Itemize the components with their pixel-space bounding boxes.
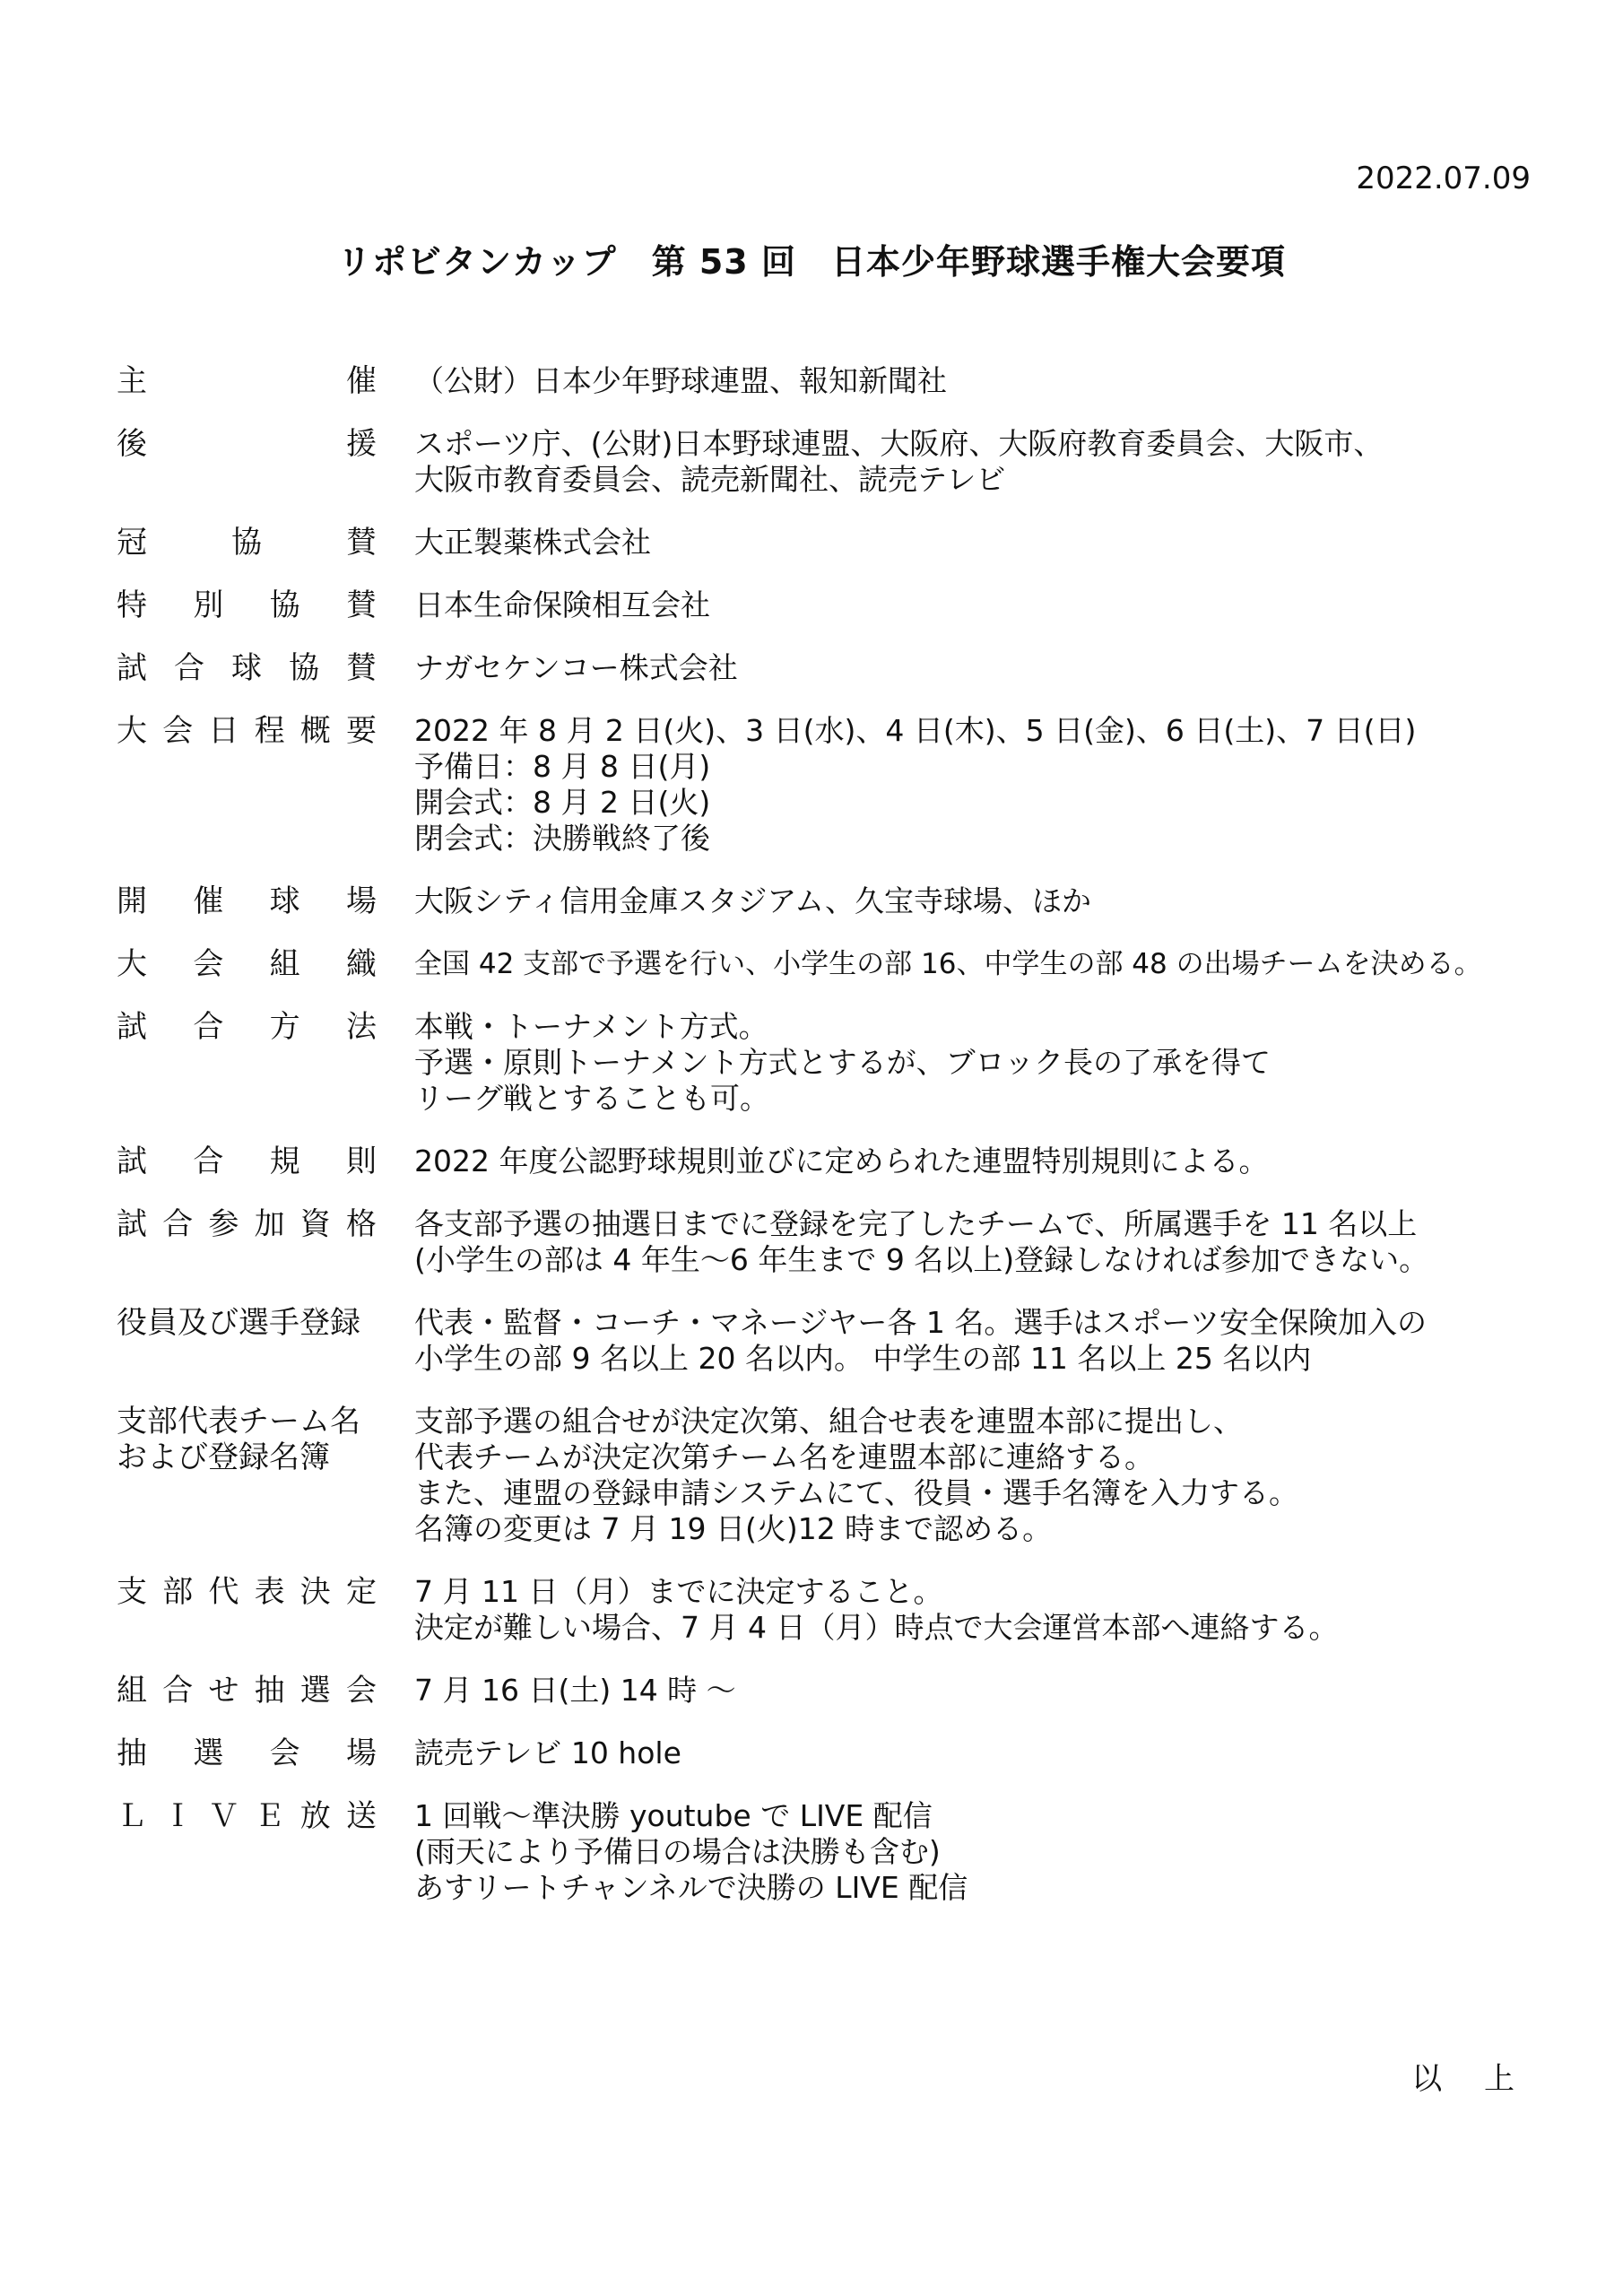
item-content-line: 2022 年度公認野球規則並びに定められた連盟特別規則による。 [414, 1144, 1269, 1178]
item-label-line [117, 1673, 377, 1709]
item-label-text: 役員及び選手登録 [117, 1305, 360, 1341]
item-content-line: 大阪市教育委員会、読売新聞社、読売テレビ [414, 462, 1006, 497]
item-content-line: 読売テレビ 10 hole [414, 1735, 681, 1770]
item-label-text [117, 1673, 377, 1709]
item-content [377, 1404, 1551, 1547]
item-content [377, 946, 1551, 982]
label-glyph: 会 [269, 1735, 300, 1771]
label-glyph: 参 [208, 1206, 239, 1242]
label-glyph: 会 [162, 713, 194, 749]
item-label [117, 1574, 377, 1646]
item-content-line: （公財）日本少年野球連盟、報知新聞社 [414, 363, 947, 398]
item-label-text [117, 1798, 377, 1834]
item-row-team-list [117, 1404, 1551, 1547]
item-content-line: 決定が難しい場合、7 月 4 日（月）時点で大会運営本部へ連絡する。 [414, 1610, 1339, 1645]
item-label-line [117, 883, 377, 919]
item-content-line: 2022 年 8 月 2 日(火)、3 日(水)、4 日(木)、5 日(金)、6 日(土)、7 日(日) [414, 713, 1417, 748]
item-label-line [117, 946, 377, 982]
item-content [377, 426, 1551, 498]
item-label-text: および登録名簿 [117, 1439, 330, 1475]
label-glyph: 主 [117, 363, 147, 399]
item-row-rules [117, 1144, 1551, 1179]
label-glyph: 支 [117, 1574, 147, 1610]
item-row-host [117, 363, 1551, 399]
label-glyph: せ [208, 1673, 239, 1709]
item-content-line: 名簿の変更は 7 月 19 日(火)12 時まで認める。 [414, 1511, 1053, 1546]
label-glyph: 放 [299, 1798, 331, 1834]
label-glyph: 表 [254, 1574, 285, 1610]
item-content-line: スポーツ庁、(公財)日本野球連盟、大阪府、大阪府教育委員会、大阪市、 [414, 426, 1384, 461]
label-glyph: 合 [162, 1673, 194, 1709]
item-label [117, 426, 377, 498]
item-label-text [117, 650, 377, 686]
item-label-text [117, 1735, 377, 1771]
item-label-line [117, 363, 377, 399]
label-glyph: 協 [231, 525, 262, 561]
label-glyph: 概 [299, 713, 331, 749]
item-label [117, 650, 377, 686]
item-content-line: 開会式：8 月 2 日(火) [414, 785, 711, 820]
label-glyph: Ｉ [162, 1798, 194, 1834]
label-glyph: 選 [193, 1735, 224, 1771]
label-glyph: 抽 [254, 1673, 285, 1709]
item-row-schedule [117, 713, 1551, 857]
item-label-line [117, 1574, 377, 1610]
item-row-draw [117, 1673, 1551, 1709]
label-glyph: 合 [162, 1206, 194, 1242]
label-glyph: 場 [345, 883, 377, 919]
label-glyph: 加 [254, 1206, 285, 1242]
label-glyph: 抽 [117, 1735, 147, 1771]
item-content-line: 各支部予選の抽選日までに登録を完了したチームで、所属選手を 11 名以上 [414, 1206, 1418, 1241]
label-glyph: 特 [117, 587, 147, 623]
item-content [377, 713, 1551, 857]
item-content [377, 587, 1551, 623]
item-row-registration [117, 1305, 1551, 1377]
item-label-line [117, 1404, 377, 1439]
item-label-text [117, 883, 377, 919]
item-label-text [117, 1144, 377, 1179]
item-label-line [117, 1305, 377, 1341]
label-glyph: 格 [345, 1206, 377, 1242]
label-glyph: 要 [345, 713, 377, 749]
label-glyph: 協 [269, 587, 300, 623]
item-content [377, 1144, 1551, 1179]
label-glyph: 援 [346, 426, 377, 462]
label-glyph: 別 [193, 587, 224, 623]
item-row-title-sponsor [117, 525, 1551, 561]
item-list [117, 363, 1551, 1933]
label-glyph: 法 [345, 1009, 377, 1045]
label-glyph: 送 [345, 1798, 377, 1834]
item-label-line [117, 1206, 377, 1242]
label-glyph: Ｅ [254, 1798, 285, 1834]
label-glyph: 会 [193, 946, 224, 982]
item-content-line: 大正製薬株式会社 [414, 525, 651, 560]
item-label-text [117, 525, 377, 561]
label-glyph: 催 [346, 363, 377, 399]
item-content-line: 代表チームが決定次第チーム名を連盟本部に連絡する。 [414, 1439, 1154, 1474]
label-glyph: 組 [117, 1673, 147, 1709]
item-content-line: (小学生の部は 4 年生～6 年生まで 9 名以上)登録しなければ参加できない。 [414, 1242, 1429, 1277]
label-glyph: 大 [117, 946, 147, 982]
item-content-line: 1 回戦～準決勝 youtube で LIVE 配信 [414, 1798, 933, 1833]
item-label-line [117, 525, 377, 561]
label-glyph: 協 [289, 650, 319, 686]
item-row-venue [117, 883, 1551, 919]
item-row-draw-venue [117, 1735, 1551, 1771]
item-content-line: 日本生命保険相互会社 [414, 587, 710, 622]
item-content [377, 1673, 1551, 1709]
item-content [377, 1574, 1551, 1646]
item-content [377, 1305, 1551, 1377]
item-content-line: 予選・原則トーナメント方式とするが、ブロック長の了承を得て [414, 1045, 1271, 1080]
item-label-line [117, 713, 377, 749]
label-glyph: 試 [117, 1009, 147, 1045]
item-content-line: 支部予選の組合せが決定次第、組合せ表を連盟本部に提出し、 [414, 1404, 1243, 1439]
item-content-line: 本戦・トーナメント方式。 [414, 1009, 768, 1044]
label-glyph: 合 [174, 650, 204, 686]
label-glyph: 則 [345, 1144, 377, 1179]
item-content [377, 1735, 1551, 1771]
label-glyph: 催 [193, 883, 224, 919]
item-content-line: ナガセケンコー株式会社 [414, 650, 738, 685]
item-content-line: あすリートチャンネルで決勝の LIVE 配信 [414, 1870, 968, 1905]
label-glyph: 規 [269, 1144, 300, 1179]
item-label [117, 946, 377, 982]
label-glyph: 合 [193, 1144, 224, 1179]
label-glyph: 場 [345, 1735, 377, 1771]
item-content-line: 7 月 11 日（月）までに決定すること。 [414, 1574, 943, 1609]
label-glyph: 織 [345, 946, 377, 982]
label-glyph: 資 [299, 1206, 331, 1242]
item-content-line: 予備日：8 月 8 日(月) [414, 749, 711, 784]
item-row-ball-sponsor [117, 650, 1551, 686]
label-glyph: Ｌ [117, 1798, 147, 1834]
item-label [117, 525, 377, 561]
item-label [117, 1404, 377, 1547]
item-content [377, 1206, 1551, 1278]
item-label-text [117, 587, 377, 623]
label-glyph: 試 [117, 1206, 147, 1242]
item-row-special-sponsor [117, 587, 1551, 623]
label-glyph: Ｖ [208, 1798, 239, 1834]
item-label-line [117, 1009, 377, 1045]
item-label-text [117, 946, 377, 982]
label-glyph: 賛 [346, 650, 377, 686]
item-content [377, 1009, 1551, 1117]
item-label-text [117, 713, 377, 749]
item-content-line: 全国 42 支部で予選を行い、小学生の部 16、中学生の部 48 の出場チームを決める。 [414, 948, 1482, 980]
item-label-text [117, 1206, 377, 1242]
item-row-broadcast [117, 1798, 1551, 1906]
label-glyph: 賛 [346, 525, 377, 561]
item-label-line [117, 1144, 377, 1179]
item-label-line [117, 650, 377, 686]
label-glyph: 方 [269, 1009, 300, 1045]
item-label-text [117, 1009, 377, 1045]
item-label-text [117, 363, 377, 399]
label-glyph: 定 [345, 1574, 377, 1610]
label-glyph: 会 [345, 1673, 377, 1709]
label-glyph: 試 [117, 1144, 147, 1179]
label-glyph: 後 [117, 426, 147, 462]
label-glyph: 球 [231, 650, 262, 686]
item-label-line [117, 426, 377, 462]
item-content-line: リーグ戦とすることも可。 [414, 1081, 769, 1116]
item-label-text [117, 426, 377, 462]
item-label-line [117, 1735, 377, 1771]
item-content-line: 代表・監督・コーチ・マネージヤー各 1 名。選手はスポーツ安全保険加入の [414, 1305, 1427, 1340]
label-glyph: 部 [162, 1574, 194, 1610]
item-content-line: 7 月 16 日(土) 14 時 ～ [414, 1673, 736, 1708]
label-glyph: 代 [208, 1574, 239, 1610]
item-content [377, 525, 1551, 561]
label-glyph: 賛 [345, 587, 377, 623]
document-title: リポビタンカップ 第 53 回 日本少年野球選手権大会要項 [337, 242, 1286, 282]
label-glyph: 試 [117, 650, 147, 686]
label-glyph: 球 [269, 883, 300, 919]
label-glyph: 冠 [117, 525, 147, 561]
item-label-line [117, 1439, 377, 1475]
closing-mark: 以 上 [1411, 2061, 1531, 2097]
label-glyph: 程 [254, 713, 285, 749]
label-glyph: 開 [117, 883, 147, 919]
item-label [117, 713, 377, 857]
item-content-line: 小学生の部 9 名以上 20 名以内。 中学生の部 11 名以上 25 名以内 [414, 1341, 1312, 1376]
item-row-organization [117, 946, 1551, 982]
item-label-line [117, 587, 377, 623]
item-content-line: 閉会式：決勝戦終了後 [414, 821, 710, 856]
item-label [117, 363, 377, 399]
item-label [117, 1305, 377, 1377]
item-label-line [117, 1798, 377, 1834]
item-content [377, 363, 1551, 399]
item-label [117, 1009, 377, 1117]
item-label [117, 883, 377, 919]
item-content-line: 大阪シティ信用金庫スタジアム、久宝寺球場、ほか [414, 883, 1092, 918]
item-row-support [117, 426, 1551, 498]
label-glyph: 合 [193, 1009, 224, 1045]
item-label [117, 1735, 377, 1771]
item-label [117, 1144, 377, 1179]
label-glyph: 日 [208, 713, 239, 749]
item-content-line: また、連盟の登録申請システムにて、役員・選手名簿を入力する。 [414, 1475, 1299, 1510]
item-label-text [117, 1574, 377, 1610]
item-label [117, 1206, 377, 1278]
item-label [117, 587, 377, 623]
item-row-eligibility [117, 1206, 1551, 1278]
label-glyph: 大 [117, 713, 147, 749]
label-glyph: 選 [299, 1673, 331, 1709]
document-date: 2022.07.09 [1356, 161, 1531, 196]
item-content-line: (雨天により予備日の場合は決勝も含む) [414, 1834, 941, 1869]
item-label [117, 1673, 377, 1709]
item-label [117, 1798, 377, 1906]
label-glyph: 決 [299, 1574, 331, 1610]
item-content [377, 650, 1551, 686]
item-content [377, 883, 1551, 919]
label-glyph: 組 [269, 946, 300, 982]
item-row-method [117, 1009, 1551, 1117]
item-content [377, 1798, 1551, 1906]
item-label-text: 支部代表チーム名 [117, 1404, 360, 1439]
item-row-decision [117, 1574, 1551, 1646]
